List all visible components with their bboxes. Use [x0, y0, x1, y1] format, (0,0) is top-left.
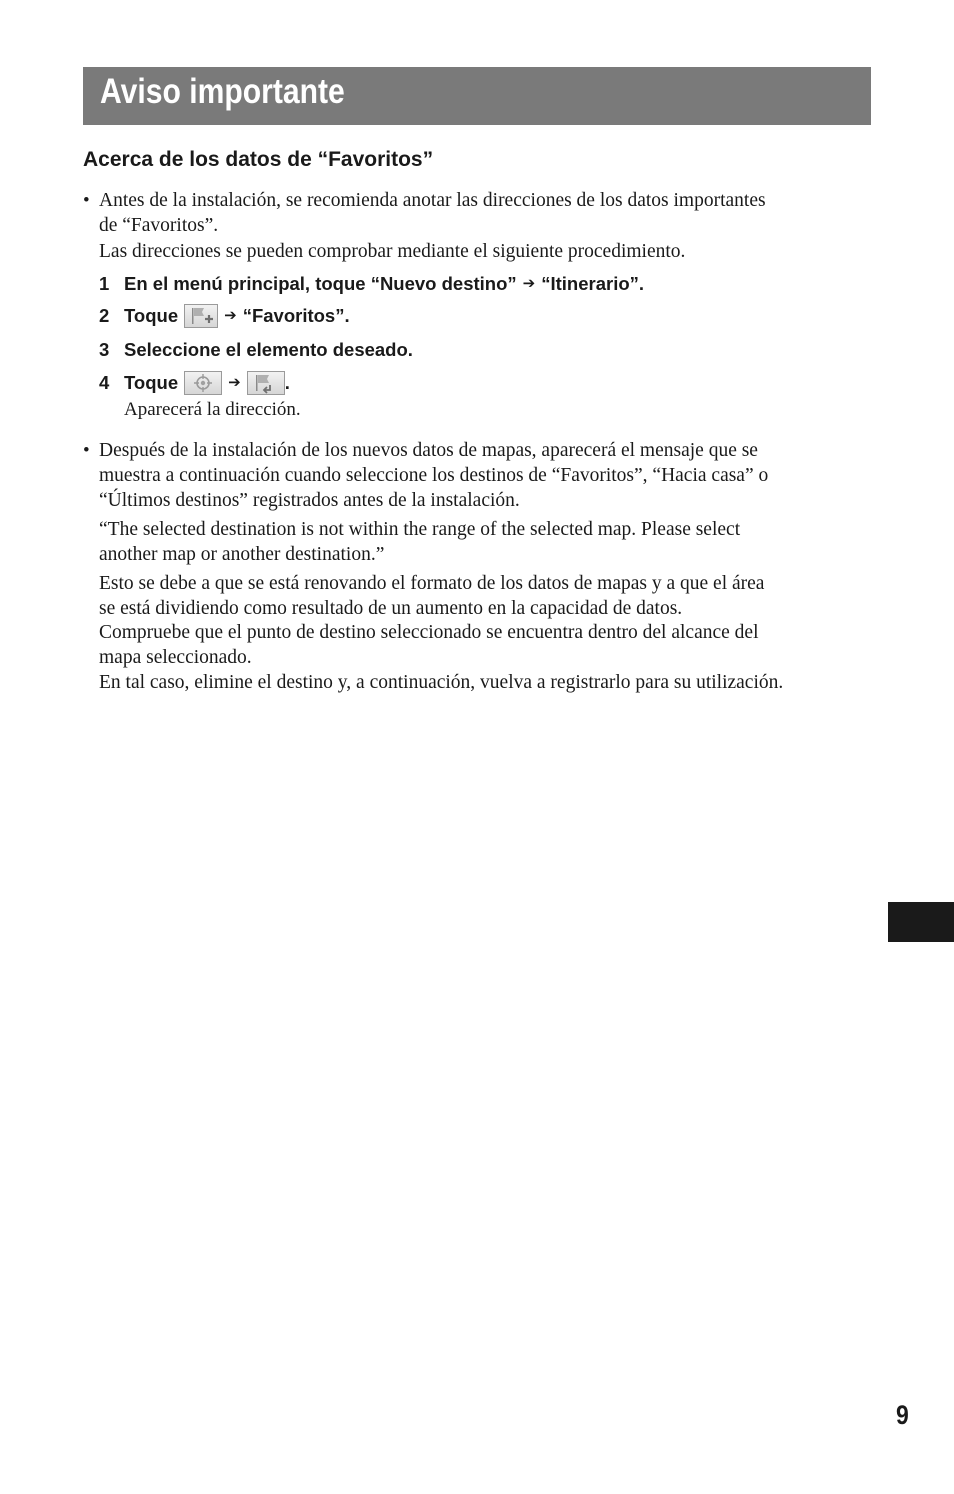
- step-number: 2: [99, 305, 110, 326]
- para1-line2: de “Favoritos”.: [99, 215, 219, 236]
- step-number: 1: [99, 273, 110, 294]
- crosshair-icon: [184, 371, 222, 395]
- para2-line5: se está dividiendo como resultado de un aumento en la capacidad de datos.: [99, 598, 683, 619]
- step-text: “Itinerario”.: [541, 273, 645, 294]
- step-4: [99, 371, 290, 395]
- flag-add-icon: [184, 304, 218, 328]
- step-text: “Favoritos”.: [242, 305, 350, 326]
- section-heading: Acerca de los datos de “Favoritos”: [83, 148, 434, 171]
- para2-line1: Después de la instalación de los nuevos datos de mapas, aparecerá el mensaje que se: [99, 440, 758, 461]
- step-text: Toque: [124, 372, 179, 393]
- step-4-result: Aparecerá la dirección.: [124, 399, 301, 420]
- step-3: [99, 338, 413, 362]
- title-bar: [83, 67, 871, 125]
- bullet-marker: •: [83, 190, 90, 211]
- step-1: [99, 272, 644, 296]
- para2-line6: Compruebe que el punto de destino seleccionado se encuentra dentro del alcance del: [99, 622, 759, 643]
- step-number: 4: [99, 372, 110, 393]
- para2-line7: mapa seleccionado.: [99, 647, 252, 668]
- arrow-right-icon: ➔: [228, 374, 241, 391]
- quote-line2: another map or another destination.”: [99, 544, 385, 565]
- page-number: 9: [896, 1400, 909, 1430]
- side-tab-marker: [888, 902, 954, 942]
- para2-line8: En tal caso, elimine el destino y, a continuación, vuelva a registrarlo para su utilización.: [99, 672, 784, 693]
- arrow-right-icon: ➔: [224, 307, 237, 324]
- step-number: 3: [99, 339, 110, 360]
- quote-line1: “The selected destination is not within the range of the selected map. Please select: [99, 519, 741, 540]
- step-text: Seleccione el elemento deseado.: [124, 339, 413, 360]
- para2-line4: Esto se debe a que se está renovando el formato de los datos de mapas y a que el área: [99, 573, 765, 594]
- page-title: Aviso importante: [100, 72, 345, 111]
- para2-line2: muestra a continuación cuando seleccione los destinos de “Favoritos”, “Hacia casa” o: [99, 465, 769, 486]
- para1-line1: Antes de la instalación, se recomienda anotar las direcciones de los datos importantes: [99, 190, 766, 211]
- para2-line3: “Últimos destinos” registrados antes de la instalación.: [99, 490, 520, 511]
- arrow-right-icon: ➔: [522, 275, 536, 292]
- flag-save-icon: [247, 371, 285, 395]
- step-text: .: [284, 372, 290, 393]
- bullet-marker: •: [83, 440, 90, 461]
- step-2: [99, 304, 350, 328]
- step-text: En el menú principal, toque “Nuevo destino”: [124, 273, 517, 294]
- step-text: Toque: [124, 305, 179, 326]
- para1-line3: Las direcciones se pueden comprobar mediante el siguiente procedimiento.: [99, 241, 686, 262]
